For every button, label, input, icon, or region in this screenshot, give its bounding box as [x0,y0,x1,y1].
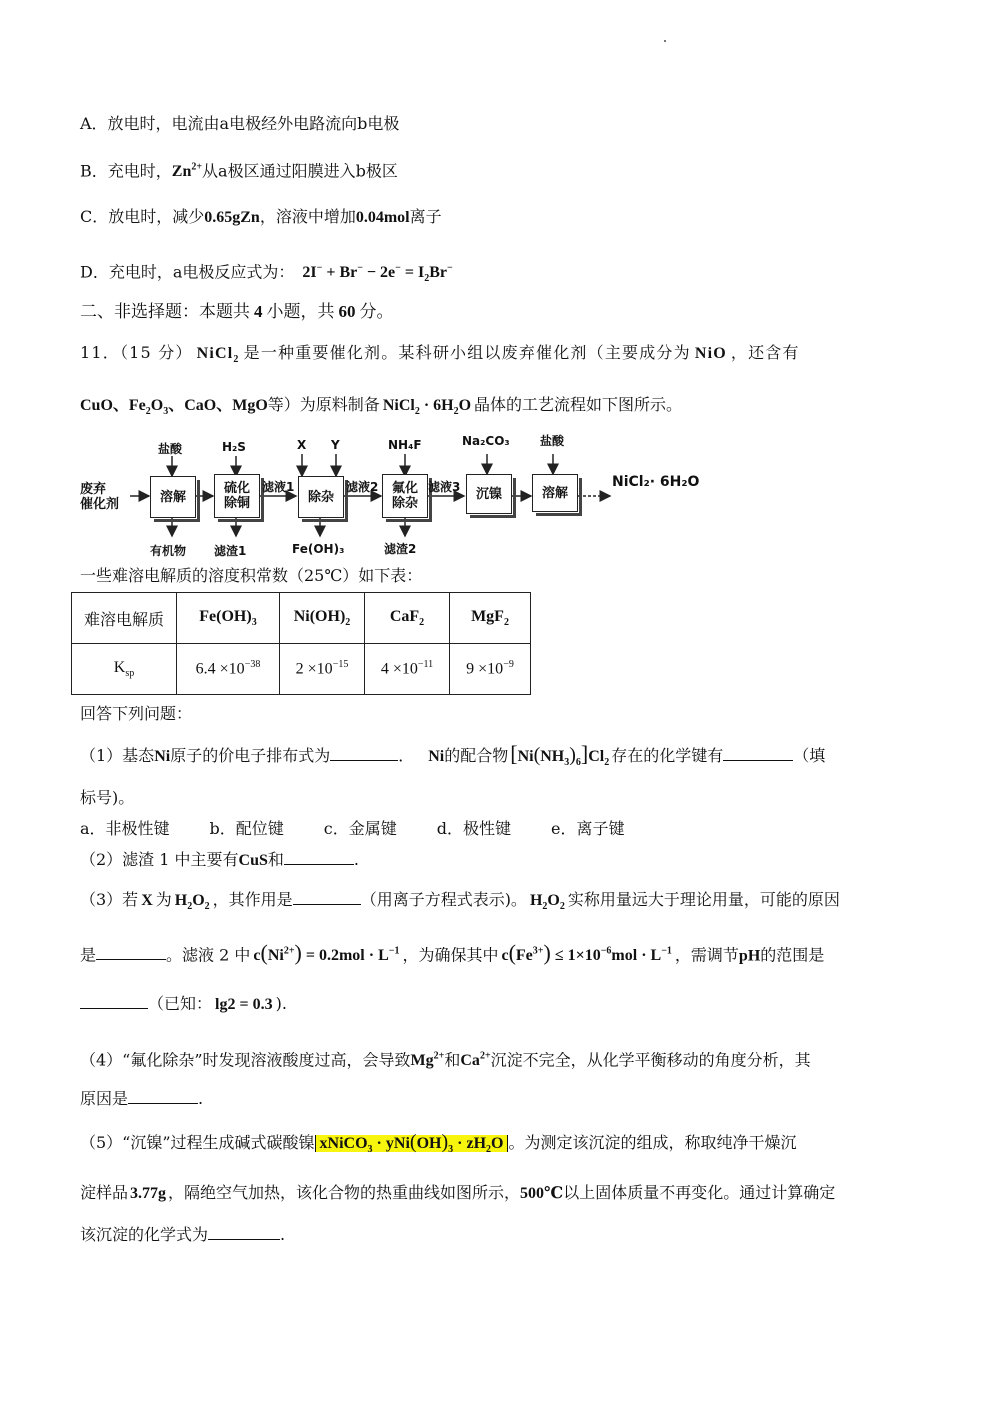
byproduct-organics: 有机物 [150,544,187,558]
option-b-prefix: B．充电时， [80,161,172,181]
sub5-line3: 该沉淀的化学式为 . [80,1225,286,1244]
sub3-line2: 是 。滤液 2 中 $c(Ni^{2+}) = 0.2mol \cdot L^{-1}$ ，为确保其中 $c(Fe^{3+}) \le 1\times 10^{-6}mol \cdot L^{-1}$ ，需调节pH的范围是 [80,940,825,966]
byproduct-residue-2: 滤渣2 [384,542,417,556]
choice-e: e．离子键 [551,819,625,838]
flow-step-redissolve: 溶解 [532,474,578,512]
choice-b: b．配位键 [209,819,284,838]
zn-ion: $Zn^{2+}$ [171,162,203,181]
sub1-choices [80,817,625,841]
ksp-header-label: 难溶电解质 [72,593,177,644]
blank-4[interactable] [128,1087,198,1104]
ca-ion: $Ca^{2+}$ [460,1051,491,1070]
ksp-table [71,592,531,695]
reagent-h2s: H₂S [222,440,246,454]
sub1-line2: 标号)。 [80,788,135,807]
ksp-value-3: $9 \times 10^{-9}$ [450,644,531,695]
ksp-intro: 一些难溶电解质的溶度积常数（25℃）如下表： [80,566,423,585]
option-c [80,205,442,230]
q11-line1: 11．（15 分） NiCl$_2$ 是一种重要催化剂。某科研小组以废弃催化剂（主要成分为 NiO ，还含有 [80,343,800,366]
option-d-prefix: D．充电时， [80,262,173,282]
stream-filtrate-3: 滤液3 [428,480,461,494]
reagent-nh4f: NH₄F [388,438,422,452]
process-flow-diagram [80,426,720,564]
option-d [80,257,453,292]
option-b-suffix: 从a极区通过阳膜进入b极区 [202,161,398,181]
blank-5[interactable] [208,1223,280,1240]
ksp-col-1: $Ni(OH)_2$ [280,593,365,644]
reagent-hcl-2: 盐酸 [540,434,565,448]
ksp-col-2: CaF$_2$ [365,593,450,644]
blank-3c[interactable] [80,992,148,1009]
flow-step-nickel-precipitation: 沉镍 [466,474,512,514]
blank-3b[interactable] [96,943,166,960]
blank-3a[interactable] [293,888,361,905]
page-dot [664,40,666,42]
option-d-mid: a电极反应式为： [172,262,295,282]
choice-d: d．极性键 [436,819,512,838]
sub5-line1: （5）“沉镍”过程生成碱式碳酸镍 xNiCO$_3$ · $yNi(OH)_3 \cdot zH_2O$ 。为测定该沉淀的组成，称取纯净干燥沉 [80,1131,797,1156]
sub3-line3: （已知： lg2 = 0.3 ). [80,992,287,1017]
blank-2[interactable] [284,848,354,865]
sub2-line: （2）滤渣 1 中主要有CuS和 . [80,850,360,869]
sub1-line1: （1）基态Ni原子的价电子排布式为 ． Ni的配合物$[Ni(NH_3)_6]Cl_2$ 存在的化学键有 （填 [80,741,826,769]
reagent-y: Y [331,438,340,452]
h2o2-formula: $H_2O_2$ [174,892,210,913]
h2o2-formula-2: $H_2O_2$ [529,892,565,913]
flow-start: 废弃 催化剂 [80,482,120,512]
option-c-mid: ，溶液中增加 [259,207,356,226]
q11-line2: CuO、$Fe_2O_3$、CaO、MgO等）为原料制备 NiCl$_2$ · $6H_2O$ 晶体的工艺流程如下图所示。 [80,395,683,418]
sub5-line2: 淀样品 3.77g ，隔绝空气加热，该化合物的热重曲线如图所示，500℃以上固体质量不再变化。通过计算确定 [80,1183,836,1202]
stream-filtrate-2: 滤液2 [346,480,379,494]
reagent-na2co3: Na₂CO₃ [462,434,510,448]
product-formula: NiCl$_2$ · $6H_2O$ [382,397,472,418]
option-b [80,156,398,184]
zn-mass: 0.65gZn [204,209,260,226]
blank-1a[interactable] [330,744,398,761]
ksp-col-3: MgF$_2$ [450,593,531,644]
mg-ion: $Mg^{2+}$ [410,1051,445,1070]
option-c-suffix: 离子 [409,207,442,226]
flow-step-impurity-removal: 除杂 [298,476,344,518]
reagent-hcl-1: 盐酸 [158,442,183,456]
fe-concentration-limit: $c(Fe^{3+}) \le 1\times 10^{-6}mol \cdot L^{-1}$ [501,940,672,966]
ion-amount: 0.04mol [355,209,410,226]
option-a [80,112,399,136]
ksp-row-label: $K_{sp}$ [72,644,177,695]
sub3-line1: （3）若 X 为 $H_2O_2$ ，其作用是 （用离子方程式表示)。 $H_2O_2$ 实称用量远大于理论用量，可能的原因 [80,890,840,913]
section-title: 二、非选择题：本题共 4 小题，共 60 分。 [80,302,394,322]
option-c-prefix: C．放电时，减少 [80,207,205,226]
choice-a: a．非极性键 [80,819,170,838]
ksp-header-row [72,593,531,644]
sub4-line1: （4）“氟化除杂”时发现溶液酸度过高，会导致$Mg^{2+}$和$Ca^{2+}$沉淀不完全，从化学平衡移动的角度分析，其 [80,1050,811,1070]
ksp-value-0: $6.4 \times 10^{-38}$ [177,644,280,695]
electrode-equation: $2I^- + Br^- - 2e^- = I_2Br^-$ [302,263,453,285]
ksp-value-row [72,644,531,695]
ni-concentration: $c(Ni^{2+}) = 0.2mol \cdot L^{-1}$ [253,940,400,966]
flow-step-fluoride-removal: 氟化 除杂 [382,474,428,518]
flow-step-dissolve: 溶解 [150,476,196,518]
byproduct-residue-1: 滤渣1 [214,544,247,558]
flow-step-sulfide-copper-removal: 硫化 除铜 [214,474,260,518]
flow-product: NiCl₂· 6H₂O [612,474,700,490]
ksp-col-0: $Fe(OH)_3$ [177,593,280,644]
stream-filtrate-1: 滤液1 [262,480,295,494]
choice-c: c．金属键 [323,819,397,838]
reagent-x: X [297,438,307,452]
blank-1b[interactable] [723,744,793,761]
basic-nickel-carbonate-formula: xNiCO$_3$ · $yNi(OH)_3 \cdot zH_2O$ [315,1135,509,1152]
impurity-list: CuO、$Fe_2O_3$、CaO、MgO [80,397,268,418]
ksp-value-2: $4 \times 10^{-11}$ [365,644,450,695]
nicl2-formula: NiCl$_2$ [196,345,240,366]
byproduct-fe-oh-3: Fe(OH)₃ [292,542,345,556]
option-a-text: A．放电时，电流由a电极经外电路流向b电极 [80,114,400,133]
sub4-line2: 原因是 . [80,1089,204,1108]
ksp-value-1: $2 \times 10^{-15}$ [280,644,365,695]
answer-prompt: 回答下列问题： [80,704,193,723]
complex-formula: $[Ni(NH_3)_6]Cl_2$ [510,741,610,769]
